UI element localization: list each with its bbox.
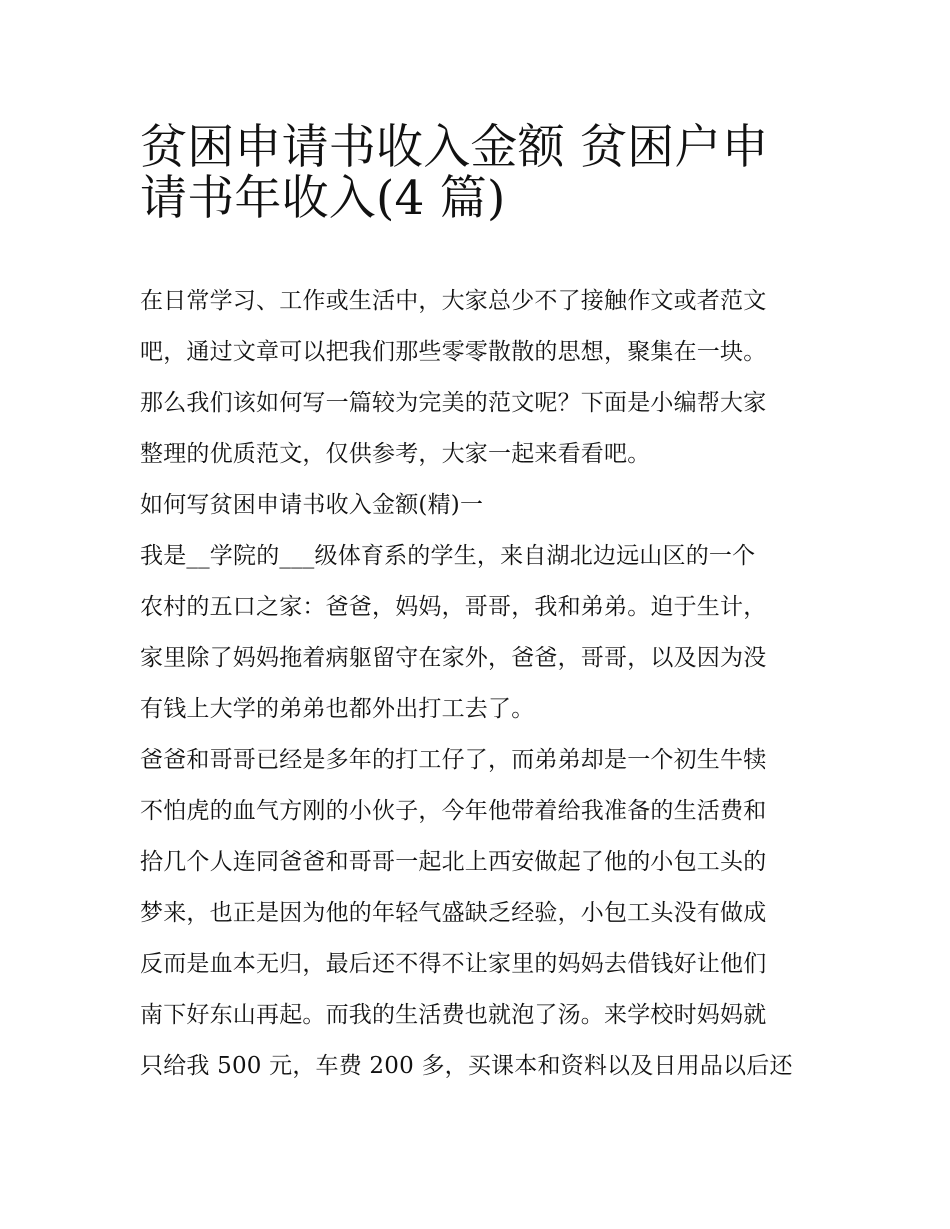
body-line: 只给我 500 元，车费 200 多，买课本和资料以及日用品以后还 — [140, 1053, 793, 1079]
body-line: 整理的优质范文，仅供参考，大家一起来看看吧。 — [140, 441, 651, 467]
body-line: 不怕虎的血气方刚的小伙子，今年他带着给我准备的生活费和 — [140, 798, 767, 824]
document-title — [140, 112, 820, 226]
body-line: 我是__学院的___级体育系的学生，来自湖北边远山区的一个 — [140, 543, 756, 569]
body-line: 农村的五口之家：爸爸，妈妈，哥哥，我和弟弟。迫于生计， — [140, 594, 767, 620]
document-body — [140, 276, 820, 1092]
body-line: 拾几个人连同爸爸和哥哥一起北上西安做起了他的小包工头的 — [140, 849, 767, 875]
body-line: 南下好东山再起。而我的生活费也就泡了汤。来学校时妈妈就 — [140, 1002, 767, 1028]
body-line: 吧，通过文章可以把我们那些零零散散的思想，聚集在一块。 — [140, 339, 767, 365]
body-line: 爸爸和哥哥已经是多年的打工仔了，而弟弟却是一个初生牛犊 — [140, 747, 767, 773]
body-line: 反而是血本无归，最后还不得不让家里的妈妈去借钱好让他们 — [140, 951, 767, 977]
body-line: 有钱上大学的弟弟也都外出打工去了。 — [140, 696, 535, 722]
title-line-1: 贫困申请书收入金额 贫困户申 — [140, 120, 769, 175]
body-line: 在日常学习、工作或生活中，大家总少不了接触作文或者范文 — [140, 288, 767, 314]
body-line: 家里除了妈妈拖着病躯留守在家外，爸爸，哥哥，以及因为没 — [140, 645, 767, 671]
title-line-2: 请书年收入(4 篇) — [140, 171, 506, 226]
body-line: 梦来，也正是因为他的年轻气盛缺乏经验，小包工头没有做成 — [140, 900, 767, 926]
body-line: 那么我们该如何写一篇较为完美的范文呢？下面是小编帮大家 — [140, 390, 767, 416]
section-heading: 如何写贫困申请书收入金额(精)一 — [140, 492, 484, 518]
